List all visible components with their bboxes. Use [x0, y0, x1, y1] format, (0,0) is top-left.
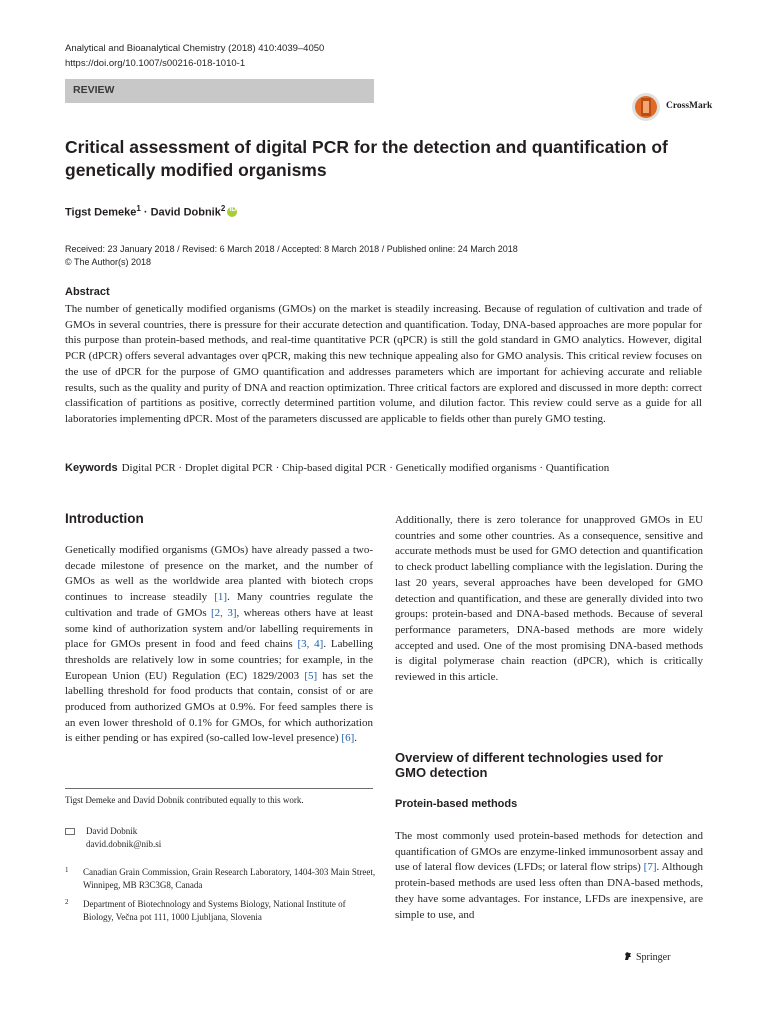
body-text: The most commonly used protein-based methods for detection and quantification of GMOs are enzyme-linked immunosorbent assay and use of lateral flow devices (LFDs; or lateral flow strips) — [395, 830, 703, 874]
citation-link[interactable]: [1] — [214, 591, 228, 604]
article-type-bar — [65, 79, 374, 103]
keywords-label: Keywords — [65, 462, 118, 474]
body-text: Genetically modified organisms (GMOs) have already passed a two-decade milestone of presence on the market, and the number of GMOs as well as the worldwide area planted with biotech crops continues to increase steadily — [65, 544, 373, 604]
citation-link[interactable]: [6] — [341, 732, 355, 745]
corresponding-author-name: David Dobnik — [86, 826, 138, 836]
footnote-divider — [65, 788, 373, 789]
affiliation-marker: 1 — [136, 204, 141, 213]
affiliation-marker: 2 — [220, 204, 226, 213]
citation-link[interactable]: [2, 3] — [211, 606, 237, 619]
affiliation-number: 1 — [65, 866, 69, 874]
article-type-label: REVIEW — [73, 84, 115, 96]
springer-horse-icon — [623, 951, 633, 961]
author-name[interactable]: David Dobnik — [150, 206, 221, 219]
abstract-text: The number of genetically modified organisms (GMOs) on the market is steadily increasing. Because of regulation of cultivation and trade of GMOs in several countries, there is pressure for their accurate detection and quantification. Today, DNA-based approaches are more popular for this purpose than protein-based methods, and real-time quantitative PCR (qPCR) is still the gold standard in GMO analytics. However, digital PCR (dPCR) offers several advantages over qPCR, making this new technique appealing also for GMO analysis. This critical review focuses on the use of dPCR for the purpose of GMO quantification and addresses parameters which are important for achieving accurate and reliable results, such as the quality and purity of DNA and reaction optimization. Three critical factors are explored and discussed in more depth: correct classification of partitions as positive, correctly determined partition volume, and dilution factor. This review could serve as a guide for all laboratories implementing dPCR. Most of the parameters discussed are applicable to fields other than purely GMO testing. — [65, 303, 702, 425]
publisher-mark — [623, 951, 670, 963]
affiliation-number: 2 — [65, 898, 69, 906]
affiliation-2: Department of Biotechnology and Systems Biology, National Institute of Biology, Večna pot 111, 1000 Ljubljana, Slovenia — [83, 899, 346, 922]
crossmark-label: CrossMark — [666, 101, 713, 111]
journal-citation: Analytical and Bioanalytical Chemistry (2018) 410:4039–4050 — [65, 43, 325, 54]
section-heading-introduction: Introduction — [65, 511, 144, 526]
keywords-list: Digital PCR · Droplet digital PCR · Chip-based digital PCR · Genetically modified organisms · Quantification — [121, 462, 610, 474]
author-separator: · — [140, 206, 151, 219]
corresponding-author-email[interactable]: david.dobnik@nib.si — [86, 839, 162, 849]
citation-link[interactable]: [7] — [643, 861, 657, 874]
subsection-heading-protein: Protein-based methods — [395, 798, 518, 810]
continuation-paragraph: Additionally, there is zero tolerance for unapproved GMOs in EU countries and some other countries. As a consequence, sensitive and accurate methods must be used for GMO detection and quantification to check product labelling compliance with the legislation. During the last 20 years, several approaches have been developed for GMO detection and quantification, and these are generally divided into two groups: protein-based and DNA-based methods. Because of several performance parameters, DNA-based methods are more widely accepted and used. One of the most promising DNA-based methods is digital polymerase chain reaction (dPCR), which is critically reviewed in this article. — [395, 514, 703, 684]
introduction-paragraph — [65, 543, 373, 747]
body-text: , whereas others have at least some kind of authorization system and/or labelling requirements in place for GMOs present in food and feed chains — [65, 606, 374, 651]
article-title: Critical assessment of digital PCR for the detection and quantification of genetically modified organisms — [65, 137, 668, 180]
copyright-line: © The Author(s) 2018 — [65, 257, 152, 267]
journal-header — [65, 41, 324, 71]
author-list — [65, 204, 237, 219]
body-text: . Many countries regulate the cultivation and trade of GMOs — [65, 591, 373, 619]
doi-link[interactable]: https://doi.org/10.1007/s00216-018-1010-1 — [65, 58, 246, 69]
publication-history: Received: 23 January 2018 / Revised: 6 March 2018 / Accepted: 8 March 2018 / Published online: 24 March 2018 — [65, 244, 518, 254]
body-text: has set the labelling threshold for food products that contain, consist of or are produced from authorized GMOs at 0.9%. For feed samples there is an even lower threshold of 0.1% for GMOs, for which authorization is either pending or has expired (so-called low-level presence) — [65, 669, 373, 745]
section-heading-overview: Overview of different technologies used for GMO detection — [395, 750, 663, 780]
publisher-name: Springer — [636, 952, 671, 963]
crossmark-icon — [631, 92, 663, 122]
abstract-heading: Abstract — [65, 286, 110, 298]
affiliation-1: Canadian Grain Commission, Grain Research Laboratory, 1404-303 Main Street, Winnipeg, MB R3C3G8, Canada — [83, 867, 376, 890]
citation-link[interactable]: [5] — [304, 669, 318, 682]
contribution-note: Tigst Demeke and David Dobnik contributed equally to this work. — [65, 795, 304, 805]
author-name[interactable]: Tigst Demeke — [65, 206, 137, 219]
protein-methods-paragraph — [395, 829, 703, 923]
body-text: . Labelling thresholds are relatively low in some countries; for example, in the European Union (EU) Regulation (EC) 1829/2003 — [65, 638, 374, 682]
citation-link[interactable]: [3, 4] — [297, 638, 324, 651]
body-text: . Although protein-based methods are used less often than DNA-based methods, they have some advantages. For instance, LFDs are inexpensive, are simple to use, and — [395, 861, 703, 921]
envelope-icon — [65, 828, 75, 835]
body-text: . — [354, 732, 357, 745]
keywords — [65, 462, 725, 474]
orcid-letters: iD — [229, 205, 237, 213]
article-dates — [65, 243, 518, 269]
crossmark-badge[interactable] — [631, 92, 737, 122]
orcid-icon[interactable] — [227, 207, 237, 217]
